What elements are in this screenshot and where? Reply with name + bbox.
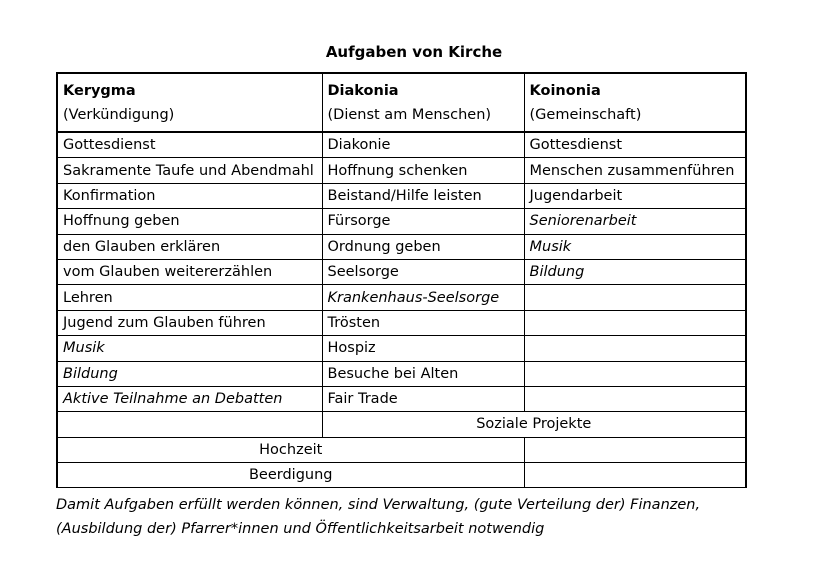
- table-header-row: [57, 73, 746, 132]
- header-subtitle: (Verkündigung): [63, 107, 175, 123]
- cell-koinonia: Menschen zusammenführen: [524, 158, 746, 183]
- cell-koinonia: Bildung: [524, 259, 746, 284]
- table-row: [57, 463, 746, 488]
- header-subtitle: (Dienst am Menschen): [327, 107, 492, 123]
- cell-diakonia: Hospiz: [322, 336, 524, 361]
- table-row: [57, 209, 746, 234]
- table-row: [57, 183, 746, 208]
- table-row: [57, 437, 746, 462]
- table-row: [57, 132, 746, 158]
- cell-diakonia: Diakonie: [322, 132, 524, 158]
- table-row: [57, 310, 746, 335]
- cell-koinonia: [524, 463, 746, 488]
- cell-diakonia: Trösten: [322, 310, 524, 335]
- cell-koinonia: [524, 285, 746, 310]
- cell-kerygma: Musik: [57, 336, 322, 361]
- cell-kerygma: Hoffnung geben: [57, 209, 322, 234]
- cell-koinonia: Jugendarbeit: [524, 183, 746, 208]
- cell-kerygma: Lehren: [57, 285, 322, 310]
- table-row: [57, 234, 746, 259]
- table-row: [57, 285, 746, 310]
- cell-kerygma: vom Glauben weitererzählen: [57, 259, 322, 284]
- cell-koinonia: Gottesdienst: [524, 132, 746, 158]
- cell-beerdigung: Beerdigung: [57, 463, 524, 488]
- cell-koinonia: Seniorenarbeit: [524, 209, 746, 234]
- cell-diakonia: Fürsorge: [322, 209, 524, 234]
- table-row: [57, 336, 746, 361]
- cell-koinonia: [524, 310, 746, 335]
- cell-kerygma: den Glauben erklären: [57, 234, 322, 259]
- cell-kerygma: Aktive Teilnahme an Debatten: [57, 386, 322, 411]
- document-title: Aufgaben von Kirche: [325, 43, 503, 61]
- cell-kerygma: Sakramente Taufe und Abendmahl: [57, 158, 322, 183]
- header-kerygma: [57, 73, 322, 132]
- table-row: [57, 386, 746, 411]
- cell-diakonia: Besuche bei Alten: [322, 361, 524, 386]
- cell-koinonia: Musik: [524, 234, 746, 259]
- cell-kerygma: [57, 412, 322, 437]
- header-name: Koinonia: [529, 83, 601, 99]
- header-subtitle: (Gemeinschaft): [529, 107, 642, 123]
- table-row: [57, 158, 746, 183]
- tasks-table: [56, 72, 747, 488]
- header-name: Kerygma: [63, 83, 136, 99]
- cell-diakonia: Krankenhaus-Seelsorge: [322, 285, 524, 310]
- header-name: Diakonia: [327, 83, 399, 99]
- cell-koinonia: [524, 361, 746, 386]
- table-row: [57, 412, 746, 437]
- cell-kerygma: Jugend zum Glauben führen: [57, 310, 322, 335]
- header-koinonia: [524, 73, 746, 132]
- cell-diakonia: Seelsorge: [322, 259, 524, 284]
- cell-diakonia: Ordnung geben: [322, 234, 524, 259]
- cell-kerygma: Konfirmation: [57, 183, 322, 208]
- cell-diakonia: Fair Trade: [322, 386, 524, 411]
- cell-diakonia: Hoffnung schenken: [322, 158, 524, 183]
- table-row: [57, 259, 746, 284]
- header-diakonia: [322, 73, 524, 132]
- table-row: [57, 361, 746, 386]
- cell-koinonia: [524, 386, 746, 411]
- cell-koinonia: [524, 437, 746, 462]
- cell-kerygma: Bildung: [57, 361, 322, 386]
- cell-hochzeit: Hochzeit: [57, 437, 524, 462]
- cell-diakonia: Beistand/Hilfe leisten: [322, 183, 524, 208]
- cell-soziale-projekte: Soziale Projekte: [322, 412, 746, 437]
- footnote: Damit Aufgaben erfüllt werden können, sind Verwaltung, (gute Verteilung der) Finanzen, (Ausbildung der) Pfarrer*innen und Öffentlichkeitsarbeit notwendig: [56, 497, 701, 537]
- cell-koinonia: [524, 336, 746, 361]
- cell-kerygma: Gottesdienst: [57, 132, 322, 158]
